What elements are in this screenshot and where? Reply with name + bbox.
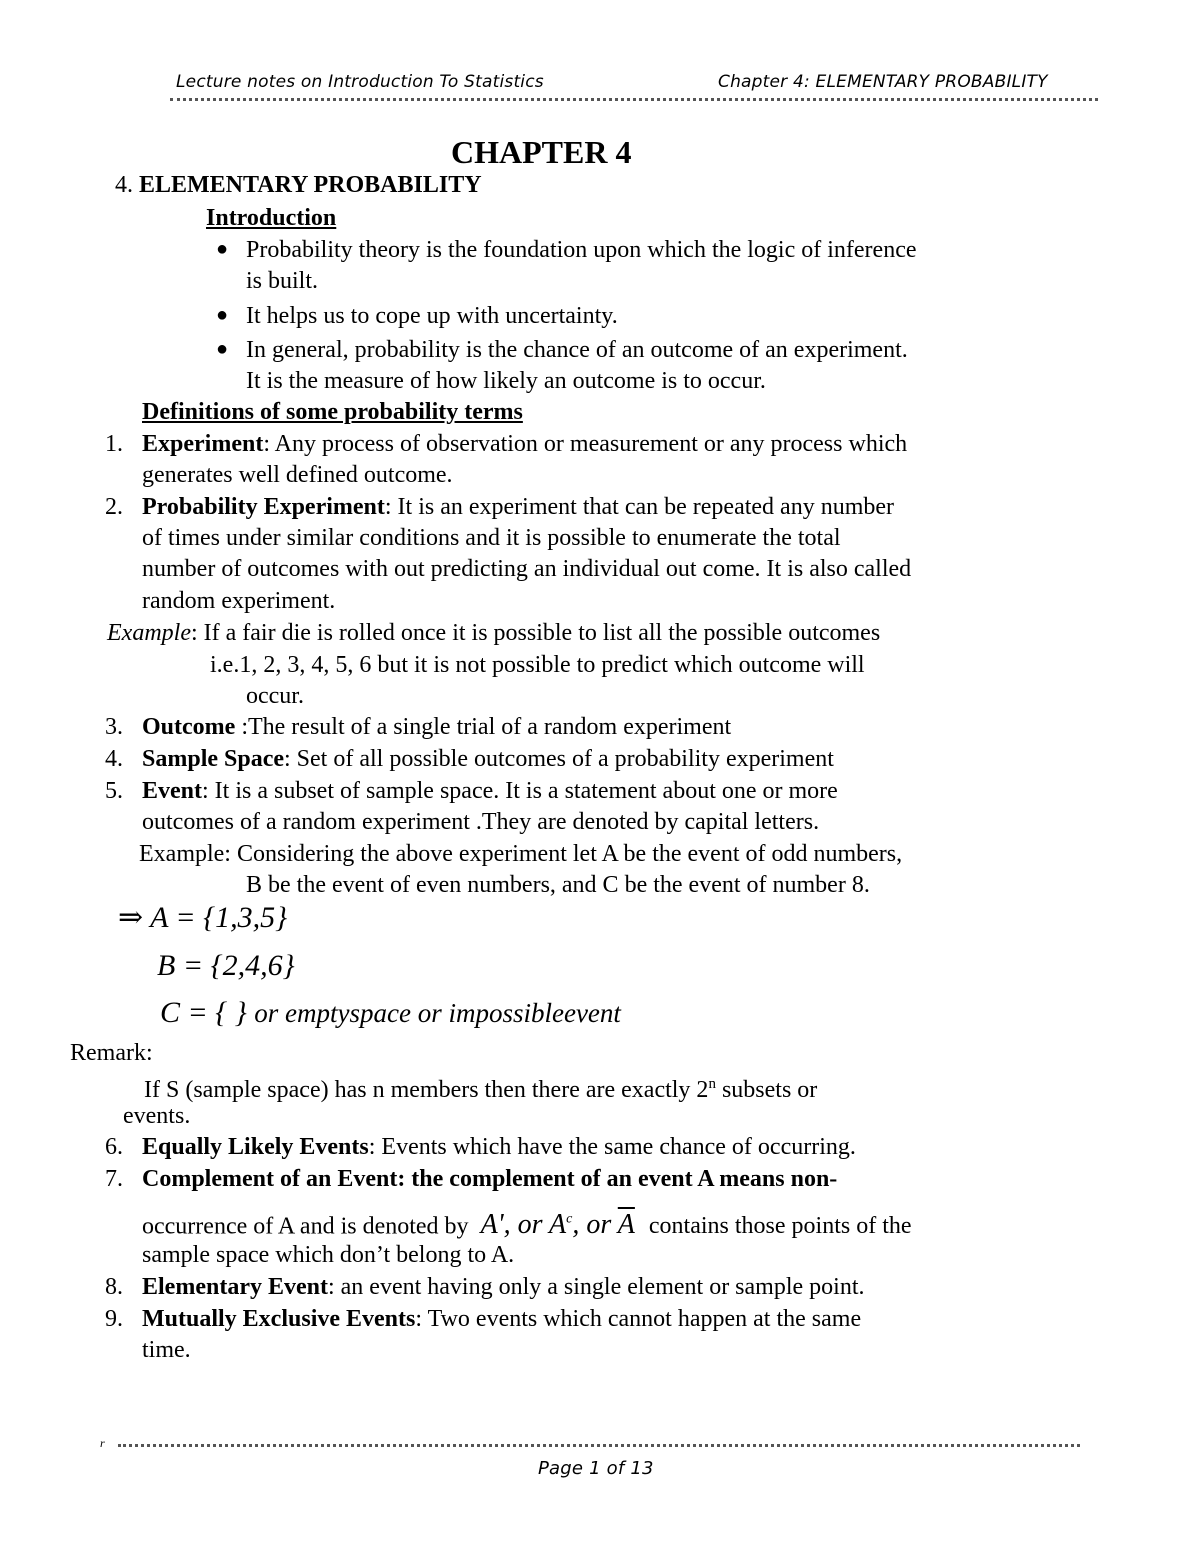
section-number: 4. [115, 172, 133, 198]
example-1-line-1 [107, 618, 880, 649]
complement-notation-main: A', or A [480, 1209, 567, 1241]
remark-text: If S (sample space) has n members then there are exactly 2 [144, 1077, 709, 1103]
item-7-line-1: Complement of an Event: the complement of an event A means non- [142, 1166, 838, 1192]
intro-bullet-1-line-1: Probability theory is the foundation upon which the logic of inference [246, 237, 917, 263]
header-left: Lecture notes on Introduction To Statistics [176, 72, 544, 92]
page-number: Page 1 of 13 [538, 1458, 654, 1479]
complement-text-end: contains those points of the [648, 1213, 912, 1240]
header-right: Chapter 4: ELEMENTARY PROBABILITY [718, 72, 1048, 92]
set-c-expression: C = { } [160, 996, 247, 1029]
item-6-line-1 [142, 1132, 856, 1163]
item-text: :The result of a single trial of a random experiment [235, 714, 732, 740]
item-number: 9. [105, 1306, 123, 1332]
definitions-heading: Definitions of some probability terms [142, 399, 523, 425]
item-number: 4. [105, 746, 123, 772]
item-1-line-2: generates well defined outcome. [142, 462, 453, 488]
item-8-line-1 [142, 1272, 865, 1303]
complement-notation-bar: $\overline{A}$ [617, 1209, 635, 1241]
section-title: ELEMENTARY PROBABILITY [139, 172, 482, 198]
item-3-line-1 [142, 712, 731, 743]
item-term: Sample Space [142, 746, 285, 772]
item-number: 3. [105, 714, 123, 740]
example-2-line-1: Example: Considering the above experiment let A be the event of odd numbers, [139, 841, 903, 867]
intro-bullet-2: It helps us to cope up with uncertainty. [246, 303, 618, 329]
bullet-icon: ● [216, 238, 229, 260]
item-number: 2. [105, 494, 123, 520]
intro-bullet-3-line-2: It is the measure of how likely an outcome is to occur. [246, 368, 766, 394]
item-7-line-2 [142, 1204, 912, 1242]
bullet-icon: ● [216, 304, 229, 326]
header-rule [170, 98, 1098, 101]
complement-notation [481, 1209, 635, 1240]
item-2-line-3: number of outcomes with out predicting an individual out come. It is also called [142, 556, 912, 582]
implies-icon: ⇒ [118, 901, 144, 934]
item-term: Elementary Event [142, 1274, 328, 1300]
example-text: : If a fair die is rolled once it is possible to list all the possible outcomes [190, 620, 881, 646]
item-1-line-1 [142, 429, 907, 460]
set-c [160, 996, 621, 1030]
example-1-line-3: occur. [246, 683, 304, 709]
item-number: 5. [105, 778, 123, 804]
item-number: 7. [105, 1166, 123, 1192]
example-label: Example [107, 620, 191, 646]
item-term: Equally Likely Events [142, 1134, 369, 1160]
set-c-note: or emptyspace or impossibleevent [254, 998, 621, 1028]
set-a [118, 900, 287, 935]
item-5-line-2: outcomes of a random experiment .They are denoted by capital letters. [142, 809, 820, 835]
item-term: Event [142, 778, 202, 804]
item-text: : It is a subset of sample space. It is a statement about one or more [202, 778, 838, 804]
item-2-line-4: random experiment. [142, 588, 336, 614]
item-text: : Any process of observation or measurement or any process which [263, 431, 908, 457]
item-text: : Set of all possible outcomes of a probability experiment [284, 746, 834, 772]
section-heading [115, 170, 482, 201]
item-7-line-3: sample space which don’t belong to A. [142, 1242, 515, 1268]
item-2-line-1 [142, 492, 894, 523]
remark-line-1 [144, 1069, 817, 1106]
item-term: Experiment [142, 431, 264, 457]
item-text: : an event having only a single element or sample point. [327, 1274, 865, 1300]
remark-text-end: subsets or [715, 1077, 818, 1103]
item-term: Mutually Exclusive Events [142, 1306, 416, 1332]
footer-mark: r [100, 1436, 105, 1450]
complement-text: occurrence of A and is denoted by [142, 1213, 469, 1240]
item-text: : Two events which cannot happen at the same [415, 1306, 862, 1332]
chapter-title: CHAPTER 4 [451, 134, 632, 170]
intro-bullet-3-line-1: In general, probability is the chance of an outcome of an experiment. [246, 337, 908, 363]
item-term: Probability Experiment [142, 494, 385, 520]
complement-notation-sup: c [566, 1212, 573, 1227]
complement-notation-or: , or [572, 1209, 612, 1241]
item-4-line-1 [142, 744, 834, 775]
remark-line-2: events. [123, 1103, 191, 1129]
item-number: 1. [105, 431, 123, 457]
item-term: Outcome [142, 714, 236, 740]
footer-rule [118, 1444, 1080, 1447]
item-5-line-1 [142, 776, 838, 807]
remark-superscript: n [708, 1076, 716, 1092]
item-9-line-2: time. [142, 1337, 191, 1363]
item-9-line-1 [142, 1304, 861, 1335]
item-text: : It is an experiment that can be repeated any number [384, 494, 895, 520]
example-1-line-2: i.e.1, 2, 3, 4, 5, 6 but it is not possible to predict which outcome will [210, 652, 865, 678]
intro-bullet-1-line-2: is built. [246, 268, 319, 294]
bullet-icon: ● [216, 338, 229, 360]
set-b: B = {2,4,6} [157, 949, 295, 982]
example-2-line-2: B be the event of even numbers, and C be the event of number 8. [246, 872, 870, 898]
remark-label: Remark: [70, 1040, 153, 1066]
item-2-line-2: of times under similar conditions and it is possible to enumerate the total [142, 525, 841, 551]
set-a-expression: A = {1,3,5} [150, 901, 288, 934]
item-number: 6. [105, 1134, 123, 1160]
item-text: : Events which have the same chance of occurring. [368, 1134, 856, 1160]
intro-heading: Introduction [206, 205, 337, 231]
item-number: 8. [105, 1274, 123, 1300]
